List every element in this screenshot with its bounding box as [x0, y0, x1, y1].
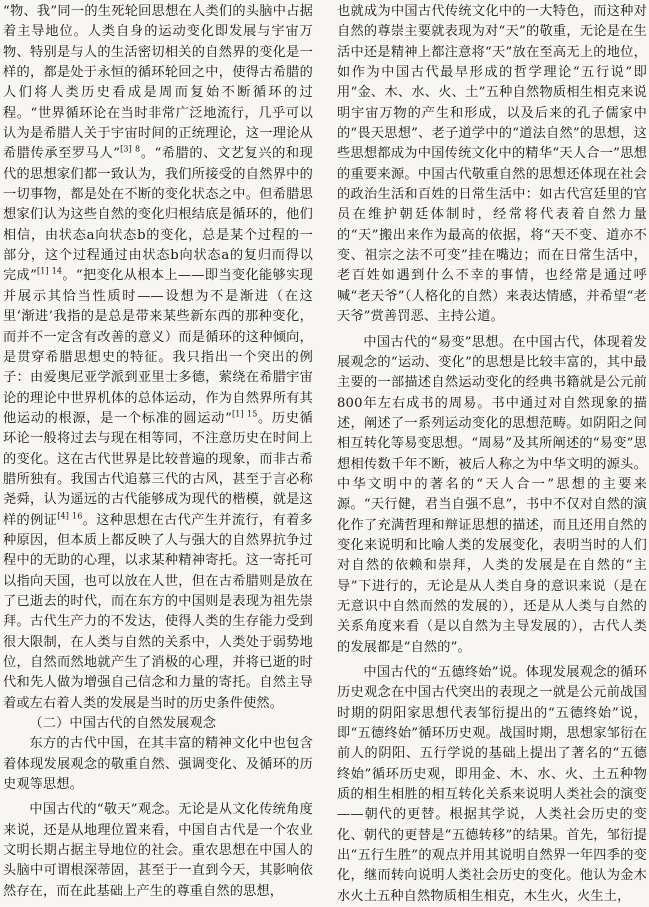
left-paragraph-continued	[3, 2, 313, 714]
citation-marker: [4] 16	[57, 511, 83, 521]
text-segment: 。历史循环论一般将过去与现在相等同，不注意历史在时间上的变化。这在古代世界是比较普遍的现象，而非古希腊所独有。我国古代追慕三代的古风，甚至于言必称尧舜，认为遥远的古代能够成为现代的楷模，就是这样的例证	[3, 410, 313, 528]
paragraph: 中国古代的“五德终始”说。体现发展观念的循环历史观念在中国古代突出的表现之一就是公元前战国时期的阴阳家思想代表邹衍提出的“五德终始”说，即“五德终始”循环历史观。战国时期，思想家邹衍在前人的阴阳、五行学说的基础上提出了著名的“五德终始”循环历史观，即用金、木、水、火、土五种物质的相生相胜的相互转化关系来说明人类社会的演变——朝代的更替。根据其学说，人类社会历史的变化、朝代的更替是“五德转移”的结果。首先，邹衍提出“五行生胜”的观点并用其说明自然界一年四季的变化，继而转向说明人类社会历史的变化。他认为金木水火土五种自然物质相生相克，木生火，火生土，	[337, 665, 647, 904]
text-segment: 。“希腊的、文艺复兴的和现代的思想家们都一致认为，我们所接受的自然界中的一切事物，都是处在不断的变化状态之中。但希腊思想家们认为这些自然的变化归根结底是循环的，他们相信，由状态a向状态b的变化，总是某个过程的一部分，这个过程通过由状态b向状态a的复归而得以完成”	[3, 146, 314, 284]
right-column	[337, 2, 647, 907]
paragraph: 中国古代的“敬天”观念。无论是从文化传统角度来说，还是从地理位置来看，中国自古代是一个农业文明长期占据主导地位的社会。重农思想在中国人的头脑中可谓根深蒂固，甚至于一直到今天，其影响依然存在，而在此基础上产生的尊重自然的思想，	[3, 802, 313, 899]
citation-marker: [1] 15	[231, 409, 258, 419]
paragraph: 东方的古代中国，在其丰富的精神文化中也包含着体现发展观念的敬重自然、强调变化、及循环的历史观等思想。	[3, 736, 313, 793]
citation-marker: [3] 8	[120, 145, 141, 155]
left-column	[3, 2, 313, 902]
paragraph: 中国古代的“易变”思想。在中国古代，体现着发展观念的“运动、变化”的思想是比较丰富的，其中最主要的一部描述自然运动变化的经典书籍就是公元前800年左右成书的周易。书中通过对自然现象的描述，阐述了一系列运动变化的思想范畴。如阴阳之间相互转化等易变思想。“周易”及其所阐述的“易变”思想相传数千年不断，被后人称之为中华文明的源头。中华文明中的著名的“天人合一”思想的主要来源。“天行健，君当自强不息”，书中不仅对自然的演化作了充满哲理和辩证思想的描述，而且还用自然的变化来说明和比喻人类的发展变化，表明当时的人们对自然的依赖和崇拜，人类的发展是在自然的“主导”下进行的，无论是从人类自身的意识来说（是在无意识中自然而然的发展的），还是从人类与自然的关系角度来看（是以自然为主导发展的），古代人类的发展都是“自然的”。	[337, 334, 647, 655]
text-segment: 。“把变化从根本上——即当变化能够实现并展示其恰当性质时——设想为不是渐进（在这里‘渐进’我指的是总是带来某些新东西的那种变化，而并不一定含有改善的意义）而是循环的这种倾向，是贯穿希腊思想史的特征。我只指出一个突出的例子：由爱奥尼亚学派到亚里士多德，萦绕在希腊宇宙论的理论中世界机体的总体运动，作为自然界所有其他运动的根源，是一个标准的圆运动”	[3, 268, 313, 426]
text-segment: 。这种思想在古代产生并流行，有着多种原因，但本质上都反映了人与强大的自然界抗争过程中的无助的心理，以求某种精神寄托。这一寄托可以指向天国，也可以放在人世，但在古希腊则是放在了已逝去的时代，而在东方的中国则是表现为祖先崇拜。古代生产力的不发达，使得人类的生存能力受到很大限制，在人类与自然的关系中，人类处于弱势地位，自然而然地就产生了消极的心理，并将已逝的时代和先人做为增强自己信念和力量的寄托。自然主导着或左右着人类的发展是当时的历史条件使然。	[3, 512, 313, 711]
citation-marker: [1] 14	[37, 267, 63, 277]
right-paragraph-continued: 也就成为中国古代传统文化中的一大特色，而这种对自然的尊崇主要就表现为对“天”的敬重，无论是在生活中还是精神上都注意将“天”放在至高无上的地位，如作为中国古代最早形成的哲学理论“五行说”即用“金、木、水、火、土”五种自然物质相生相克来说明宇宙万物的产生和形成，以及后来的孔子儒家中的“畏天思想”、老子道学中的“道法自然”的思想，这些思想都成为中国传统文化中的精华“天人合一”思想的重要来源。中国古代敬重自然的思想还体现在社会的政治生活和百姓的日常生活中：如古代宫廷里的官员在维护朝廷体制时，经常将代表着自然力量的“天”搬出来作为最高的依据，将“天不变、道亦不变、祖宗之法不可变”挂在嘴边；而在日常生活中，老百姓如遇到什么不幸的事情，也经常是通过呼喊“老天爷”（人格化的自然）来表达情感，并希望“老天爷”赏善罚恶、主持公道。	[337, 4, 647, 325]
text-segment: “物、我”同一的生死轮回思想在人类们的头脑中占据着主导地位。人类自身的运动变化即发展与宇宙万物、特别是与人的生活密切相关的自然界的变化是一样的，都是处于永恒的循环轮回之中，使得古希腊的人们将人类历史看成是周而复始不断循环的过程。“世界循环论在当时非常广泛地流行，几乎可以认为是希腊人关于宇宙时间的正统理论，这一理论从希腊传承至罗马人”	[3, 4, 313, 162]
section-heading: （二）中国古代的自然发展观念	[29, 716, 217, 732]
